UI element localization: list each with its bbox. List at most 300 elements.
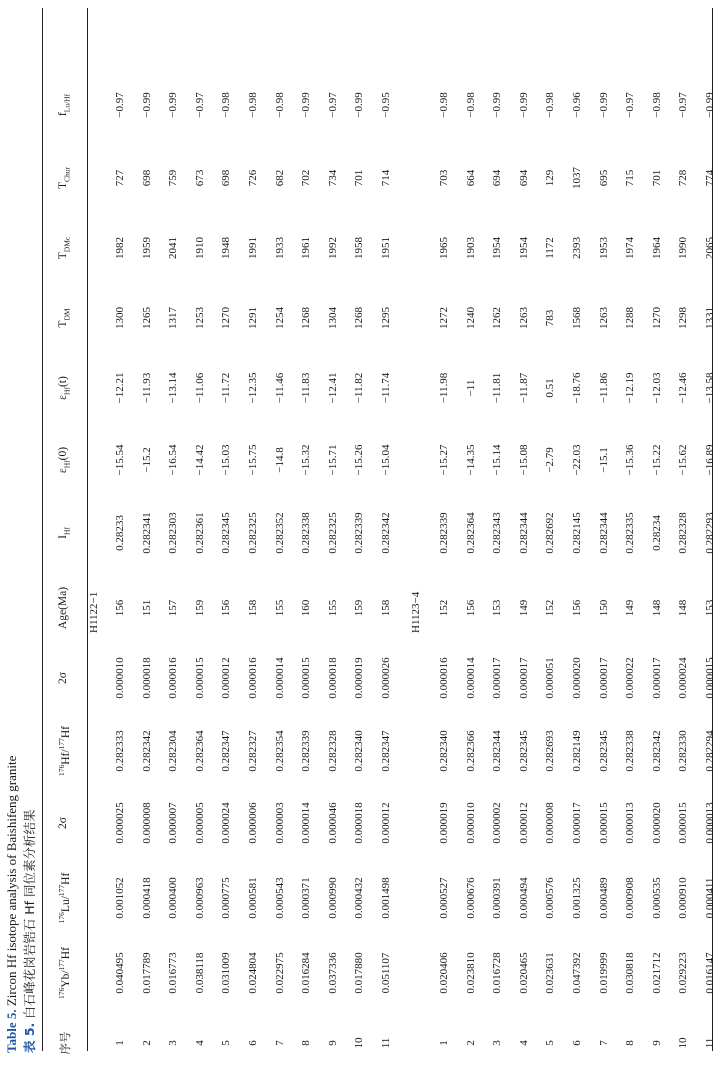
table-cell: 152 [438, 599, 450, 617]
table-cell: −0.96 [571, 92, 583, 118]
table-cell: 1959 [140, 237, 153, 259]
table-cell: 5 [544, 1040, 557, 1046]
table-cell: 0.023810 [464, 952, 477, 994]
column-header: $T_{DMc}$ [57, 236, 72, 260]
table-cell: −14.8 [273, 447, 286, 473]
table-cell: 726 [247, 169, 259, 187]
table-cell: 0.000020 [650, 802, 663, 844]
table-cell: 3 [167, 1040, 180, 1046]
table-cell: −0.97 [624, 92, 637, 118]
column-header: $I_{Hf}$ [57, 527, 72, 539]
table-cell: 0.282330 [677, 730, 690, 772]
table-cell: 159 [193, 599, 206, 617]
table-cell: 0.282304 [167, 730, 180, 772]
table-cell: 0.000015 [300, 657, 313, 699]
table-cell: 1954 [517, 237, 530, 259]
table-cell: 0.282338 [300, 512, 313, 554]
table-cell: 0.282366 [464, 730, 477, 772]
table-cell: −11.98 [438, 372, 450, 404]
table-cell: 0.282344 [517, 512, 530, 554]
table-cell: 701 [353, 169, 366, 187]
table-cell: 9 [326, 1040, 339, 1046]
table-cell: 2065 [704, 237, 716, 259]
table-cell: 1331 [704, 307, 716, 329]
table-cell: 0.000400 [167, 877, 180, 919]
table-title-zh: 白石峰花岗岩锆石 Hf 同位素分析结果 [22, 809, 37, 1019]
table-cell: 727 [114, 169, 126, 187]
table-caption-en [4, 756, 20, 1053]
table-cell: 11 [704, 1037, 716, 1049]
table-cell: 1268 [300, 307, 313, 329]
table-cell: 0.051107 [380, 952, 392, 994]
table-cell: 0.000017 [650, 657, 663, 699]
table-cell: 0.282345 [597, 730, 610, 772]
table-cell: 0.000990 [326, 877, 339, 919]
column-header: $T_{DM}$ [57, 308, 72, 328]
table-cell: −0.97 [326, 92, 339, 118]
table-cell: 0.282345 [517, 730, 530, 772]
table-cell: −11.72 [220, 372, 233, 404]
table-cell: 129 [544, 169, 557, 187]
table-cell: 1253 [193, 307, 206, 329]
table-cell: 0.001498 [380, 877, 392, 919]
table-cell: 1948 [220, 237, 233, 259]
table-cell: 0.282303 [167, 512, 180, 554]
table-cell: 8 [300, 1040, 313, 1046]
table-cell: 0.000013 [624, 802, 637, 844]
table-cell: −0.98 [544, 92, 557, 118]
table-cell: 1951 [380, 237, 392, 259]
table-cell: 0.020465 [517, 952, 530, 994]
table-cell: 0.000527 [438, 877, 450, 919]
table-cell: 0.282352 [273, 512, 286, 554]
table-cell: 714 [380, 169, 392, 187]
table-cell: 10 [353, 1037, 366, 1049]
table-cell: 0.023631 [544, 952, 557, 994]
table-cell: 1254 [273, 307, 286, 329]
table-label-en: Table 5. [4, 1009, 19, 1053]
table-cell: 0.282340 [353, 730, 366, 772]
table-cell: 0.000015 [193, 657, 206, 699]
table-cell: 0.016147 [704, 952, 716, 994]
table-cell: −0.97 [677, 92, 690, 118]
table-cell: 0.282347 [220, 730, 233, 772]
table-cell: 734 [326, 169, 339, 187]
table-cell: 694 [491, 169, 504, 187]
table-cell: −0.98 [220, 92, 233, 118]
table-cell: 0.282342 [140, 730, 153, 772]
table-cell: 0.282364 [193, 730, 206, 772]
table-cell: 0.000024 [677, 657, 690, 699]
table-cell: 0.282328 [677, 512, 690, 554]
table-cell: 0.282341 [140, 512, 153, 554]
table-cell: 0.000008 [544, 802, 557, 844]
table-cell: 1910 [193, 237, 206, 259]
table-cell: 0.282343 [491, 512, 504, 554]
table-cell: 0.000014 [300, 802, 313, 844]
table-cell: −15.08 [517, 444, 530, 476]
table-cell: 1 [114, 1040, 126, 1046]
table-cell: 0.000018 [326, 657, 339, 699]
table-cell: 0.282294 [704, 730, 716, 772]
table-cell: 0.000003 [273, 802, 286, 844]
table-cell: 0.282339 [300, 730, 313, 772]
table-label-zh: 表 5. [22, 1022, 37, 1053]
table-cell: 0.282344 [491, 730, 504, 772]
table-cell: −11.82 [353, 372, 366, 404]
table-cell: 150 [597, 599, 610, 617]
table-cell: 1317 [167, 307, 180, 329]
table-cell: 157 [167, 599, 180, 617]
table-cell: 0.51 [544, 378, 557, 398]
column-header: $\varepsilon_{Hf}(0)$ [57, 446, 72, 474]
table-cell: 0.282149 [571, 730, 583, 772]
table-cell: 152 [544, 599, 557, 617]
table-cell: 1172 [544, 237, 557, 259]
table-cell: 682 [273, 169, 286, 187]
table-cell: 698 [220, 169, 233, 187]
table-cell: 0.000007 [167, 802, 180, 844]
table-cell: 0.000015 [597, 802, 610, 844]
table-cell: 0.000676 [464, 877, 477, 919]
table-cell: −15.22 [650, 444, 663, 476]
table-cell: 0.282335 [624, 512, 637, 554]
table-cell: 1991 [247, 237, 259, 259]
table-cell: 0.000576 [544, 877, 557, 919]
table-cell: −12.21 [114, 372, 126, 404]
column-header: 2σ [57, 672, 69, 684]
table-cell: −11 [464, 379, 477, 397]
table-cell: 4 [193, 1040, 206, 1046]
table-cell: 1288 [624, 307, 637, 329]
table-cell: 10 [677, 1037, 690, 1049]
table-cell: 1903 [464, 237, 477, 259]
table-cell: 1982 [114, 237, 126, 259]
table-cell: 673 [193, 169, 206, 187]
table-cell: 664 [464, 169, 477, 187]
table-cell: 0.282333 [114, 730, 126, 772]
table-cell: −0.97 [193, 92, 206, 118]
table-cell: −15.27 [438, 444, 450, 476]
column-header: $^{176}$Lu/$^{177}$Hf [57, 872, 72, 924]
table-cell: 1300 [114, 307, 126, 329]
table-cell: 1263 [597, 307, 610, 329]
table-cell: 0.037336 [326, 952, 339, 994]
table-cell: 2041 [167, 237, 180, 259]
table-cell: 0.017880 [353, 952, 366, 994]
table-cell: 0.000046 [326, 802, 339, 844]
table-cell: 0.28233 [114, 515, 126, 551]
table-cell: 0.000963 [193, 877, 206, 919]
table-cell: 156 [114, 599, 126, 617]
table-cell: 783 [544, 309, 557, 327]
column-header: $^{176}$Hf/$^{177}$Hf [57, 726, 72, 776]
table-cell: 0.022975 [273, 952, 286, 994]
table-cell: 0.282692 [544, 512, 557, 554]
column-header: 2σ [57, 817, 69, 829]
table-cell: 1265 [140, 307, 153, 329]
table-cell: −15.14 [491, 444, 504, 476]
table-cell: 0.282693 [544, 730, 557, 772]
table-cell: 0.047392 [571, 952, 583, 994]
table-cell: 1992 [326, 237, 339, 259]
table-cell: 158 [247, 599, 259, 617]
table-cell: 0.000016 [247, 657, 259, 699]
table-cell: 0.017789 [140, 952, 153, 994]
table-cell: 148 [650, 599, 663, 617]
table-cell: 8 [624, 1040, 637, 1046]
table-cell: 0.000019 [353, 657, 366, 699]
table-cell: 759 [167, 169, 180, 187]
table-cell: 1263 [517, 307, 530, 329]
column-header: $^{176}$Yb/$^{177}$Hf [57, 947, 72, 999]
table-cell: −14.35 [464, 444, 477, 476]
table-cell: 1291 [247, 307, 259, 329]
table-cell: 0.28234 [650, 515, 663, 551]
table-cell: −15.03 [220, 444, 233, 476]
table-cell: −13.58 [704, 372, 716, 404]
table-cell: 701 [650, 169, 663, 187]
table-cell: −0.99 [597, 92, 610, 118]
table-cell: 0.000026 [380, 657, 392, 699]
table-cell: −15.32 [300, 444, 313, 476]
table-cell: 0.000494 [517, 877, 530, 919]
table-cell: 702 [300, 169, 313, 187]
table-cell: 0.000002 [491, 802, 504, 844]
table-cell: −15.36 [624, 444, 637, 476]
table-cell: 0.282347 [380, 730, 392, 772]
table-cell: −11.81 [491, 372, 504, 404]
table-cell: 0.000489 [597, 877, 610, 919]
table-cell: −0.98 [273, 92, 286, 118]
table-cell: −0.98 [464, 92, 477, 118]
table-cell: −0.99 [300, 92, 313, 118]
table-cell: −15.26 [353, 444, 366, 476]
table-cell: 0.282361 [193, 512, 206, 554]
table-cell: −0.97 [114, 92, 126, 118]
table-cell: 7 [597, 1040, 610, 1046]
table-cell: 0.000012 [220, 657, 233, 699]
table-cell: 0.282325 [247, 512, 259, 554]
table-cell: 0.282342 [650, 730, 663, 772]
table-cell: 1965 [438, 237, 450, 259]
table-cell: 0.282145 [571, 512, 583, 554]
table-cell: 0.282327 [247, 730, 259, 772]
table-cell: −11.06 [193, 372, 206, 404]
table-cell: 156 [571, 599, 583, 617]
table-cell: 0.282364 [464, 512, 477, 554]
table-cell: 6 [571, 1040, 583, 1046]
table-cell: 0.000535 [650, 877, 663, 919]
table-cell: −13.14 [167, 372, 180, 404]
table-cell: 1568 [571, 307, 583, 329]
table-caption-zh [20, 809, 38, 1053]
table-cell: 0.001052 [114, 877, 126, 919]
table-cell: 0.000015 [704, 657, 716, 699]
table-cell: 0.282325 [326, 512, 339, 554]
table-cell: 7 [273, 1040, 286, 1046]
table-cell: 11 [380, 1037, 392, 1049]
table-cell: −15.71 [326, 444, 339, 476]
table-cell: −12.35 [247, 372, 259, 404]
table-cell: 0.000018 [140, 657, 153, 699]
table-cell: 151 [140, 599, 153, 617]
column-header: 序号 [60, 1031, 72, 1055]
table-cell: 2 [464, 1040, 477, 1046]
table-cell: −11.86 [597, 372, 610, 404]
table-cell: 0.020406 [438, 952, 450, 994]
table-cell: 0.016728 [491, 952, 504, 994]
table-cell: 2393 [571, 237, 583, 259]
sample-group-label: H1122−1 [88, 591, 100, 633]
table-cell: 0.000017 [571, 802, 583, 844]
table-cell: 4 [517, 1040, 530, 1046]
column-header: $T_{Chur}$ [57, 166, 72, 190]
table-cell: 0.000016 [167, 657, 180, 699]
table-cell: 774 [704, 169, 716, 187]
table-title-en: Zircon Hf isotope analysis of Baishifeng granite [4, 755, 19, 1007]
table-cell: 1240 [464, 307, 477, 329]
table-cell: 153 [704, 599, 716, 617]
table-cell: 0.000005 [193, 802, 206, 844]
table-cell: 155 [326, 599, 339, 617]
table-cell: 1270 [650, 307, 663, 329]
table-cell: 0.282344 [597, 512, 610, 554]
table-cell: 0.000391 [491, 877, 504, 919]
table-cell: 1 [438, 1040, 450, 1046]
table-cell: 9 [650, 1040, 663, 1046]
table-cell: −11.93 [140, 372, 153, 404]
table-cell: 0.000010 [114, 657, 126, 699]
column-header: $f_{Lu/Hf}$ [57, 93, 72, 117]
table-cell: 0.030818 [624, 952, 637, 994]
table-cell: 1304 [326, 307, 339, 329]
table-cell: −2.79 [544, 447, 557, 473]
table-cell: 0.000017 [597, 657, 610, 699]
table-cell: −15.62 [677, 444, 690, 476]
table-cell: −12.03 [650, 372, 663, 404]
table-cell: 1953 [597, 237, 610, 259]
table-cell: −15.2 [140, 447, 153, 473]
table-cell: −0.99 [704, 92, 716, 118]
table-cell: 0.000024 [220, 802, 233, 844]
table-cell: 698 [140, 169, 153, 187]
table-cell: 715 [624, 169, 637, 187]
table-cell: 0.000014 [273, 657, 286, 699]
table-cell: 1933 [273, 237, 286, 259]
table-cell: 0.000010 [464, 802, 477, 844]
table-cell: −18.76 [571, 372, 583, 404]
table-cell: 0.000020 [571, 657, 583, 699]
table-cell: 148 [677, 599, 690, 617]
table-cell: −0.99 [140, 92, 153, 118]
table-cell: 0.021712 [650, 952, 663, 994]
table-cell: −15.1 [597, 447, 610, 473]
table-cell: 0.000016 [438, 657, 450, 699]
table-cell: 0.000014 [464, 657, 477, 699]
table-cell: 0.019999 [597, 952, 610, 994]
table-cell: 1262 [491, 307, 504, 329]
table-cell: 0.000006 [247, 802, 259, 844]
table-header-rule [87, 8, 88, 1051]
table-cell: 695 [597, 169, 610, 187]
sample-group-label: H1123−4 [410, 591, 422, 633]
table-cell: 1990 [677, 237, 690, 259]
table-cell: 0.031009 [220, 952, 233, 994]
table-cell: 0.282339 [353, 512, 366, 554]
table-cell: −16.89 [704, 444, 716, 476]
table-cell: 0.000418 [140, 877, 153, 919]
table-cell: 149 [624, 599, 637, 617]
table-cell: 1272 [438, 307, 450, 329]
table-cell: −0.95 [380, 92, 392, 118]
table-cell: 0.000012 [380, 802, 392, 844]
table-cell: −0.99 [517, 92, 530, 118]
table-cell: −11.46 [273, 372, 286, 404]
table-cell: 149 [517, 599, 530, 617]
table-cell: 1295 [380, 307, 392, 329]
table-cell: 0.282328 [326, 730, 339, 772]
table-cell: 0.000411 [704, 877, 716, 919]
table-cell: 1037 [571, 167, 583, 189]
table-cell: −14.42 [193, 444, 206, 476]
table-cell: −12.19 [624, 372, 637, 404]
table-cell: 0.000910 [677, 877, 690, 919]
table-cell: 0.000015 [677, 802, 690, 844]
table-cell: 0.029223 [677, 952, 690, 994]
table-cell: 1954 [491, 237, 504, 259]
table-cell: 0.000022 [624, 657, 637, 699]
table-cell: 0.000432 [353, 877, 366, 919]
table-cell: 703 [438, 169, 450, 187]
table-cell: 0.000908 [624, 877, 637, 919]
table-cell: 694 [517, 169, 530, 187]
table-cell: 0.000051 [544, 657, 557, 699]
table-cell: 0.282339 [438, 512, 450, 554]
table-cell: 0.000018 [353, 802, 366, 844]
table-cell: 0.000008 [140, 802, 153, 844]
table-cell: 155 [273, 599, 286, 617]
table-cell: 0.000019 [438, 802, 450, 844]
table-cell: −11.83 [300, 372, 313, 404]
table-cell: 0.000012 [517, 802, 530, 844]
table-cell: −16.54 [167, 444, 180, 476]
table-cell: 156 [220, 599, 233, 617]
table-cell: 0.040495 [114, 952, 126, 994]
table-cell: −15.54 [114, 444, 126, 476]
column-header: $\varepsilon_{Hf}(t)$ [57, 376, 72, 400]
table-cell: 0.282354 [273, 730, 286, 772]
table-cell: 6 [247, 1040, 259, 1046]
table-cell: 0.000017 [517, 657, 530, 699]
table-cell: 1974 [624, 237, 637, 259]
table-cell: −12.46 [677, 372, 690, 404]
table-cell: −11.74 [380, 372, 392, 404]
table-cell: 0.282345 [220, 512, 233, 554]
table-cell: 0.282340 [438, 730, 450, 772]
table-cell: 0.000581 [247, 877, 259, 919]
table-cell: 2 [140, 1040, 153, 1046]
table-cell: 0.282293 [704, 512, 716, 554]
table-cell: −0.99 [167, 92, 180, 118]
table-cell: 1964 [650, 237, 663, 259]
table-cell: 1268 [353, 307, 366, 329]
table-cell: 728 [677, 169, 690, 187]
table-cell: 0.001325 [571, 877, 583, 919]
table-cell: 3 [491, 1040, 504, 1046]
table-cell: 153 [491, 599, 504, 617]
table-cell: 1958 [353, 237, 366, 259]
